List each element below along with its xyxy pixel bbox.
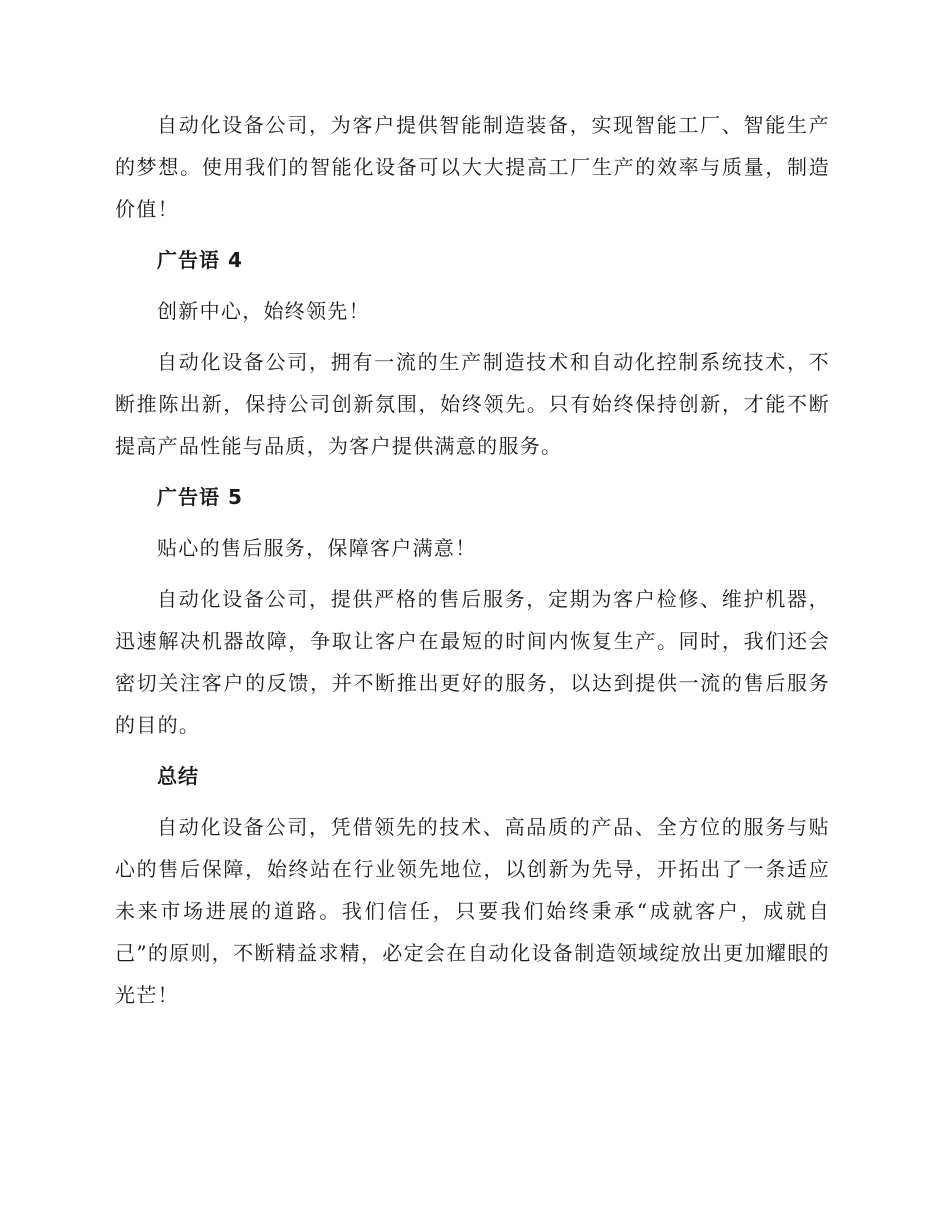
paragraph-summary: 自动化设备公司，凭借领先的技术、高品质的产品、全方位的服务与贴心的售后保障，始终站在行业领先地位，以创新为先导，开拓出了一条适应未来市场进展的道路。我们信任，只要我们始终秉承“成就客户，成就自己”的原则，不断精益求精，必定会在自动化设备制造领域绽放出更加耀眼的光芒！ <box>115 815 830 1007</box>
slogan-5-text: 贴心的售后服务，保障客户满意！ <box>157 536 477 560</box>
paragraph-innovation: 自动化设备公司，拥有一流的生产制造技术和自动化控制系统技术，不断推陈出新，保持公司创新氛围，始终领先。只有始终保持创新，才能不断提高产品性能与品质，为客户提供满意的服务。 <box>115 350 830 458</box>
document-body <box>115 104 830 1025</box>
paragraph-intro: 自动化设备公司，为客户提供智能制造装备，实现智能工厂、智能生产的梦想。使用我们的智能化设备可以大大提高工厂生产的效率与质量，制造价值！ <box>115 113 830 221</box>
heading-slogan-5: 广告语 5 <box>157 485 243 509</box>
heading-slogan-4: 广告语 4 <box>157 248 243 272</box>
slogan-4-text: 创新中心，始终领先！ <box>157 299 370 323</box>
paragraph-after-sales: 自动化设备公司，提供严格的售后服务，定期为客户检修、维护机器，迅速解决机器故障，争取让客户在最短的时间内恢复生产。同时，我们还会密切关注客户的反馈，并不断推出更好的服务，以达到提供一流的售后服务的目的。 <box>115 587 830 737</box>
heading-summary: 总结 <box>157 764 199 788</box>
